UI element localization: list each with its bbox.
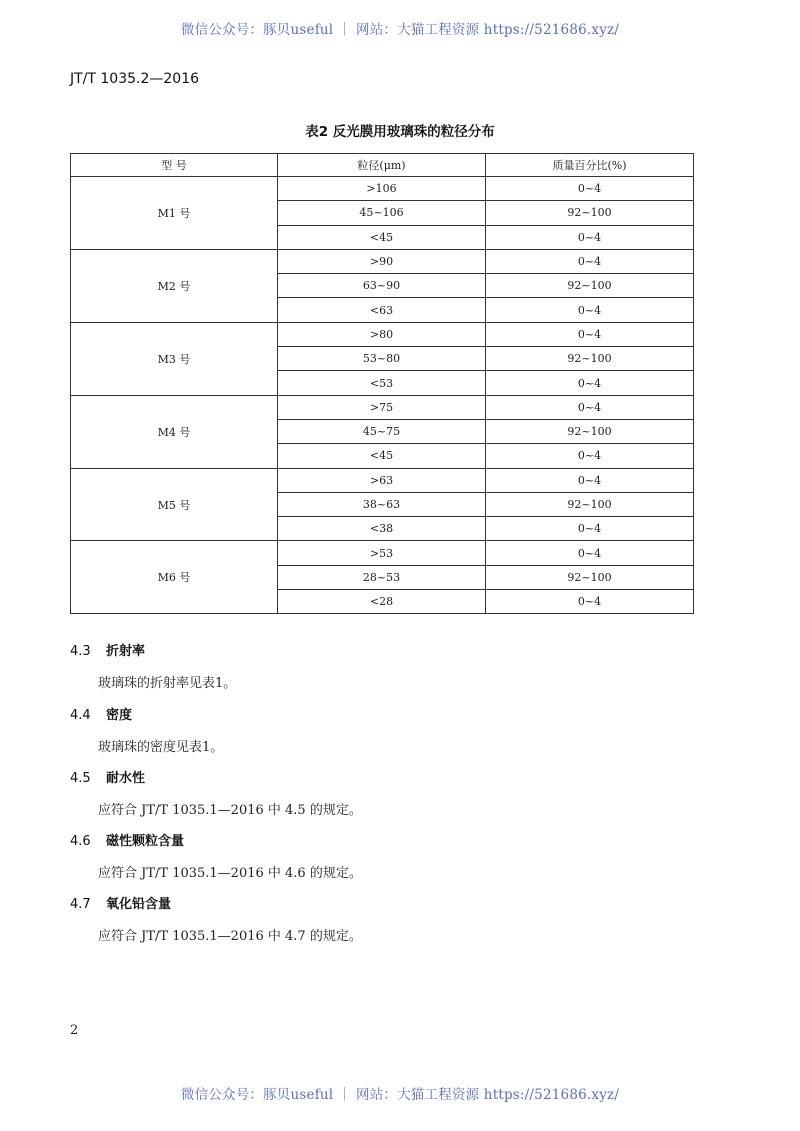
section-title: 密度 [106, 708, 133, 723]
percent-cell: 0~4 [486, 590, 694, 614]
section-heading-4-6 [70, 830, 184, 849]
section-number: 4.7 [70, 897, 91, 912]
header-mass-percent: 质量百分比(%) [486, 154, 694, 177]
section-paragraph: 玻璃珠的密度见表1。 [98, 740, 224, 755]
table-title: 表2 反光膜用玻璃珠的粒径分布 [305, 124, 495, 140]
size-cell: >63 [278, 468, 486, 492]
section-title: 耐水性 [106, 771, 146, 786]
percent-cell: 0~4 [486, 322, 694, 346]
size-cell: <63 [278, 298, 486, 322]
size-cell: <45 [278, 444, 486, 468]
section-heading-4-7 [70, 893, 171, 912]
watermark-top: 微信公众号：豚贝useful ｜ 网站：大猫工程资源 https://521686.xyz/ [180, 22, 620, 38]
size-cell: >90 [278, 249, 486, 273]
model-cell: M2 号 [71, 249, 278, 322]
size-cell: 38~63 [278, 492, 486, 516]
model-cell: M1 号 [71, 177, 278, 250]
percent-cell: 0~4 [486, 541, 694, 565]
percent-cell: 0~4 [486, 517, 694, 541]
percent-cell: 92~100 [486, 419, 694, 443]
percent-cell: 0~4 [486, 249, 694, 273]
section-heading-4-3 [70, 640, 145, 659]
size-cell: 53~80 [278, 347, 486, 371]
percent-cell: 92~100 [486, 492, 694, 516]
section-number: 4.6 [70, 834, 91, 849]
section-title: 磁性颗粒含量 [106, 834, 185, 849]
section-number: 4.3 [70, 644, 91, 659]
size-cell: <28 [278, 590, 486, 614]
table-row [71, 322, 694, 346]
section-paragraph: 应符合 JT/T 1035.1—2016 中 4.5 的规定。 [98, 803, 362, 818]
percent-cell: 92~100 [486, 347, 694, 371]
page-number: 2 [70, 1023, 79, 1038]
size-cell: 28~53 [278, 565, 486, 589]
model-cell: M6 号 [71, 541, 278, 614]
section-title: 氧化铅含量 [106, 897, 172, 912]
table-row [71, 177, 694, 201]
watermark-bottom: 微信公众号：豚贝useful ｜ 网站：大猫工程资源 https://521686.xyz/ [180, 1087, 620, 1103]
percent-cell: 92~100 [486, 274, 694, 298]
percent-cell: 92~100 [486, 565, 694, 589]
table-header-row [71, 154, 694, 177]
header-model: 型 号 [71, 154, 278, 177]
size-cell: >106 [278, 177, 486, 201]
section-paragraph: 玻璃珠的折射率见表1。 [98, 676, 237, 691]
section-paragraph: 应符合 JT/T 1035.1—2016 中 4.6 的规定。 [98, 866, 362, 881]
percent-cell: 0~4 [486, 371, 694, 395]
table-row [71, 249, 694, 273]
percent-cell: 0~4 [486, 395, 694, 419]
section-heading-4-5 [70, 767, 145, 786]
percent-cell: 0~4 [486, 444, 694, 468]
size-cell: <53 [278, 371, 486, 395]
header-particle-size: 粒径(μm) [278, 154, 486, 177]
section-number: 4.4 [70, 708, 91, 723]
table-row [71, 395, 694, 419]
size-cell: >53 [278, 541, 486, 565]
section-number: 4.5 [70, 771, 91, 786]
percent-cell: 0~4 [486, 468, 694, 492]
percent-cell: 92~100 [486, 201, 694, 225]
size-cell: <45 [278, 225, 486, 249]
particle-size-table [70, 153, 694, 614]
percent-cell: 0~4 [486, 225, 694, 249]
model-cell: M5 号 [71, 468, 278, 541]
size-cell: 45~106 [278, 201, 486, 225]
section-paragraph: 应符合 JT/T 1035.1—2016 中 4.7 的规定。 [98, 929, 362, 944]
table-row [71, 541, 694, 565]
section-heading-4-4 [70, 704, 132, 723]
section-title: 折射率 [106, 644, 146, 659]
table-row [71, 468, 694, 492]
size-cell: >75 [278, 395, 486, 419]
document-code: JT/T 1035.2—2016 [70, 71, 200, 87]
size-cell: <38 [278, 517, 486, 541]
size-cell: 63~90 [278, 274, 486, 298]
model-cell: M3 号 [71, 322, 278, 395]
size-cell: 45~75 [278, 419, 486, 443]
size-cell: >80 [278, 322, 486, 346]
percent-cell: 0~4 [486, 298, 694, 322]
model-cell: M4 号 [71, 395, 278, 468]
percent-cell: 0~4 [486, 177, 694, 201]
